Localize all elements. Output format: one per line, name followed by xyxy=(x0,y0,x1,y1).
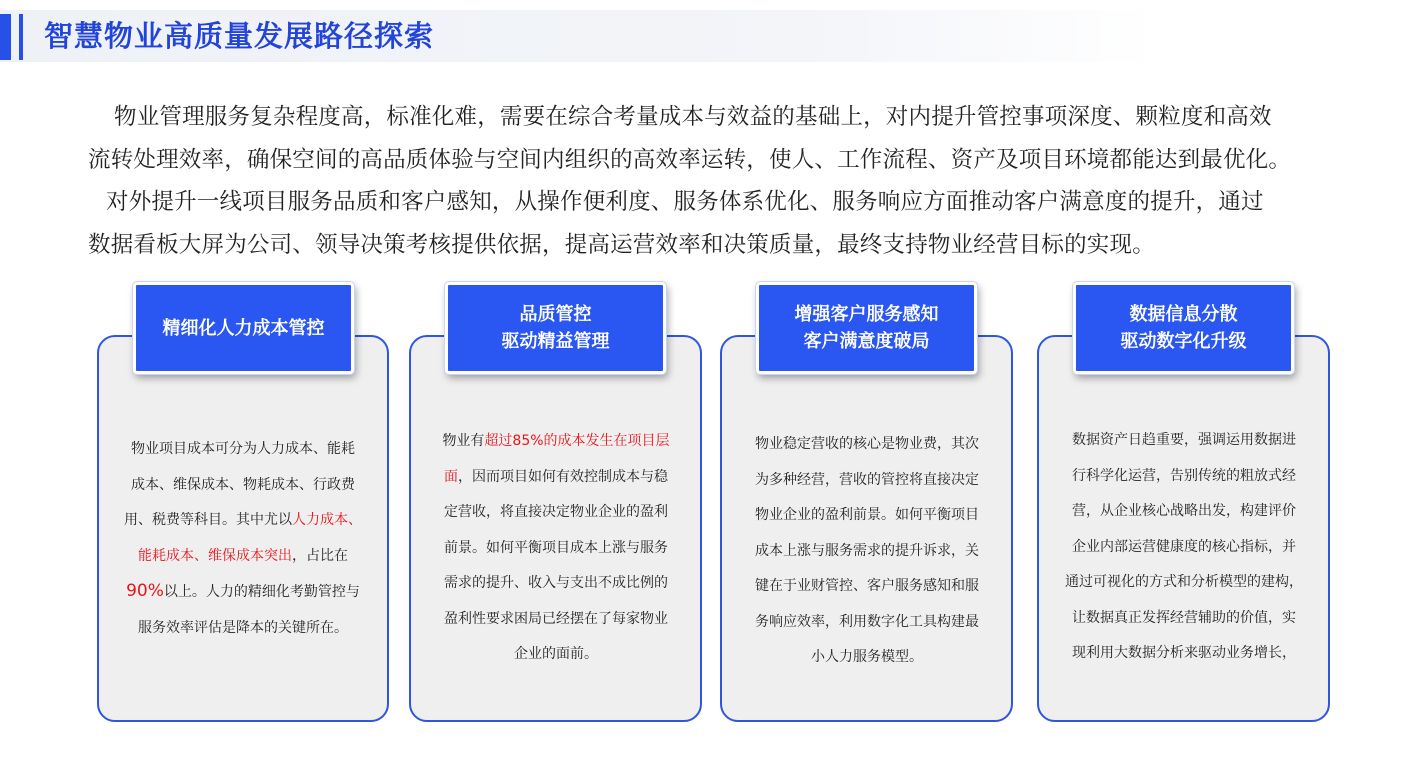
card-heading-line: 品质管控 xyxy=(519,304,592,325)
card-text-line: 现利用大数据分析来驱动业务增长， xyxy=(1072,645,1296,661)
card-text-line xyxy=(104,574,382,611)
card-text-line: 成本上涨与服务需求的提升诉求，关 xyxy=(755,542,979,559)
card-quality-heading xyxy=(445,282,666,374)
card-text-line: 物业项目成本可分为人力成本、能耗 xyxy=(131,441,355,457)
card-text-line: 物业稳定营收的核心是物业费，其次 xyxy=(755,436,979,452)
card-data-body xyxy=(1043,423,1325,672)
intro-text xyxy=(88,96,1338,266)
title-accent-line xyxy=(19,14,23,60)
card-heading-line: 驱动数字化升级 xyxy=(1120,331,1247,352)
title-accent-bar xyxy=(0,14,11,60)
card-customer-heading xyxy=(756,282,977,374)
highlight-percent: 90% xyxy=(126,581,164,601)
card-text: ，因而项目如何有效控制成本与稳 xyxy=(458,468,668,485)
card-heading-line: 精细化人力成本管控 xyxy=(162,317,325,339)
page-title: 智慧物业高质量发展路径探索 xyxy=(44,19,435,53)
card-text-line xyxy=(417,460,695,496)
card-heading-line: 客户满意度破局 xyxy=(803,331,930,352)
card-text-line: 企业的面前。 xyxy=(514,646,598,662)
card-text-line: 让数据真正发挥经营辅助的价值，实 xyxy=(1072,609,1296,626)
card-text-line: 需求的提升、收入与支出不成比例的 xyxy=(444,575,668,591)
card-text-line: 前景。如何平衡项目成本上涨与服务 xyxy=(444,539,668,556)
card-data-heading xyxy=(1073,282,1294,374)
card-text-line: 通过可视化的方式和分析模型的建构， xyxy=(1065,574,1303,590)
highlight-text: 人力成本、 xyxy=(292,512,362,528)
card-text: 物业有 xyxy=(442,433,485,449)
intro-p2-line2: 数据看板大屏为公司、领导决策考核提供依据，提高运营效率和决策质量，最终支持物业经营目标的实现。 xyxy=(88,231,1155,258)
highlight-text: 面 xyxy=(444,468,458,485)
card-text-line: 键在于业财管控、客户服务感知和服 xyxy=(755,578,979,594)
card-text-line: 服务效率评估是降本的关键所在。 xyxy=(138,619,348,636)
card-text: 以上。人力的精细化考勤管控与 xyxy=(163,584,360,600)
card-text-line: 物业企业的盈利前景。如何平衡项目 xyxy=(755,507,979,523)
card-text-line xyxy=(104,539,382,575)
card-quality-body xyxy=(417,424,695,673)
card-heading-line: 增强客户服务感知 xyxy=(794,304,939,325)
card-text-line xyxy=(417,424,695,460)
highlight-text: 超过85%的成本发生在项目层 xyxy=(484,433,670,449)
intro-p2-line1: 对外提升一线项目服务品质和客户感知，从操作便利度、服务体系优化、服务响应方面推动客户满意度的提升，通过 xyxy=(106,189,1264,215)
highlight-text: 能耗成本、维保成本突出 xyxy=(138,547,292,564)
card-text: ，占比在 xyxy=(292,547,348,564)
card-text-line: 数据资产日趋重要，强调运用数据进 xyxy=(1072,432,1296,448)
card-text-line: 务响应效率，利用数字化工具构建最 xyxy=(755,613,979,630)
card-text-line: 为多种经营，营收的管控将直接决定 xyxy=(755,471,979,488)
card-heading-line: 驱动精益管理 xyxy=(501,331,610,352)
card-text-line: 小人力服务模型。 xyxy=(811,649,923,665)
card-customer-body xyxy=(728,427,1006,676)
card-heading-line: 数据信息分散 xyxy=(1129,304,1238,325)
card-text-line: 营，从企业核心战略出发，构建评价 xyxy=(1072,503,1296,519)
card-text-line: 企业内部运营健康度的核心指标，并 xyxy=(1072,538,1296,555)
intro-p1-line2: 流转处理效率，确保空间的高品质体验与空间内组织的高效率运转，使人、工作流程、资产及项目环境都能达到最优化。 xyxy=(88,146,1292,173)
card-hr-cost-heading xyxy=(133,282,354,374)
intro-p1-line1: 物业管理服务复杂程度高，标准化难，需要在综合考量成本与效益的基础上，对内提升管控事项深度、颗粒度和高效 xyxy=(114,104,1272,130)
card-hr-cost-body xyxy=(104,432,382,646)
card-text-line: 成本、维保成本、物耗成本、行政费 xyxy=(131,476,355,493)
card-text: 用、税费等科目。其中尤以 xyxy=(124,512,292,528)
card-text-line: 行科学化运营，告别传统的粗放式经 xyxy=(1072,467,1296,484)
card-text-line: 盈利性要求困局已经摆在了每家物业 xyxy=(444,610,668,627)
card-text-line xyxy=(104,503,382,539)
card-text-line: 定营收，将直接决定物业企业的盈利 xyxy=(444,504,668,520)
